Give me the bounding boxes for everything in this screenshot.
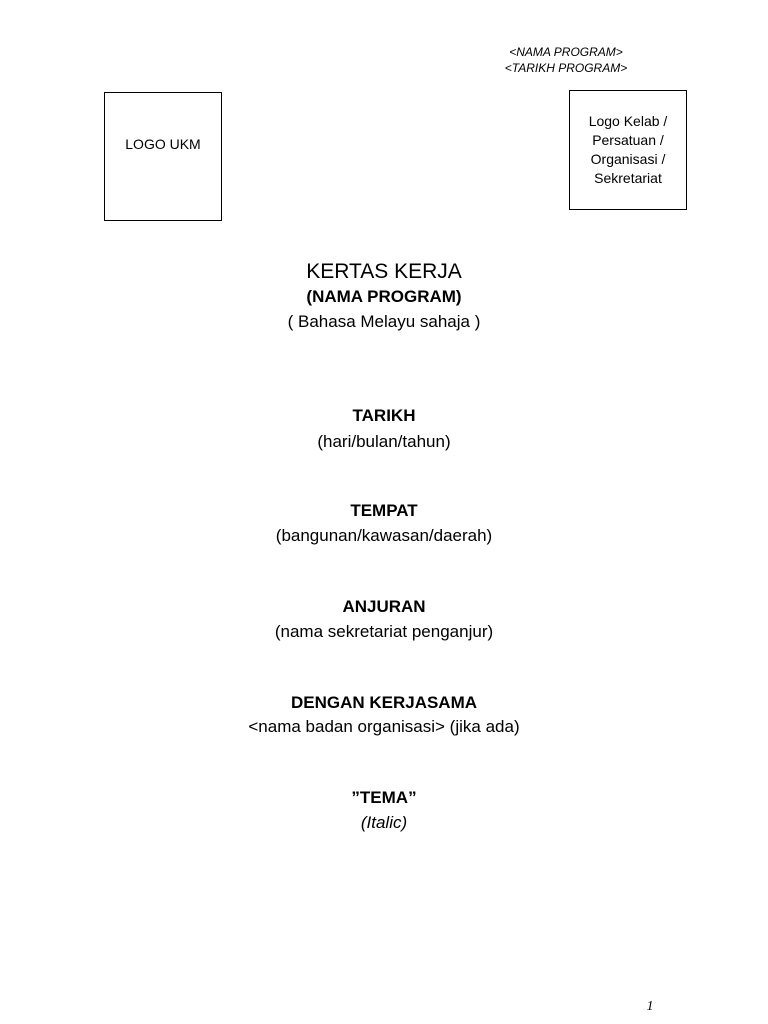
header-meta (480, 44, 652, 76)
header-program-name: <NAMA PROGRAM> (509, 45, 623, 59)
date-heading: TARIKH (352, 406, 416, 425)
venue-heading: TEMPAT (350, 501, 418, 520)
organizer-heading: ANJURAN (342, 597, 426, 616)
logo-club-label (585, 112, 672, 188)
language-note: ( Bahasa Melayu sahaja ) (287, 312, 481, 331)
date-detail: (hari/bulan/tahun) (317, 432, 451, 451)
venue-detail: (bangunan/kawasan/daerah) (275, 526, 493, 545)
logo-ukm-label: LOGO UKM (125, 136, 201, 152)
logo-club-line-1: Logo Kelab / (588, 113, 668, 129)
document-title: KERTAS KERJA (306, 260, 462, 283)
theme-heading: ”TEMA” (351, 788, 417, 807)
logo-club-line-2: Persatuan / (592, 132, 664, 148)
organizer-detail: (nama sekretariat penganjur) (274, 622, 494, 641)
collaboration-heading: DENGAN KERJASAMA (290, 693, 478, 712)
logo-club-placeholder (569, 90, 687, 210)
collaboration-detail: <nama badan organisasi> (jika ada) (248, 717, 520, 736)
theme-detail: (Italic) (360, 813, 408, 832)
logo-club-line-4: Sekretariat (594, 170, 662, 186)
logo-ukm-placeholder (104, 92, 222, 221)
logo-club-line-3: Organisasi / (590, 151, 666, 167)
program-name-placeholder: (NAMA PROGRAM) (306, 287, 462, 306)
header-program-date: <TARIKH PROGRAM> (504, 61, 628, 75)
page-number: 1 (646, 999, 654, 1014)
